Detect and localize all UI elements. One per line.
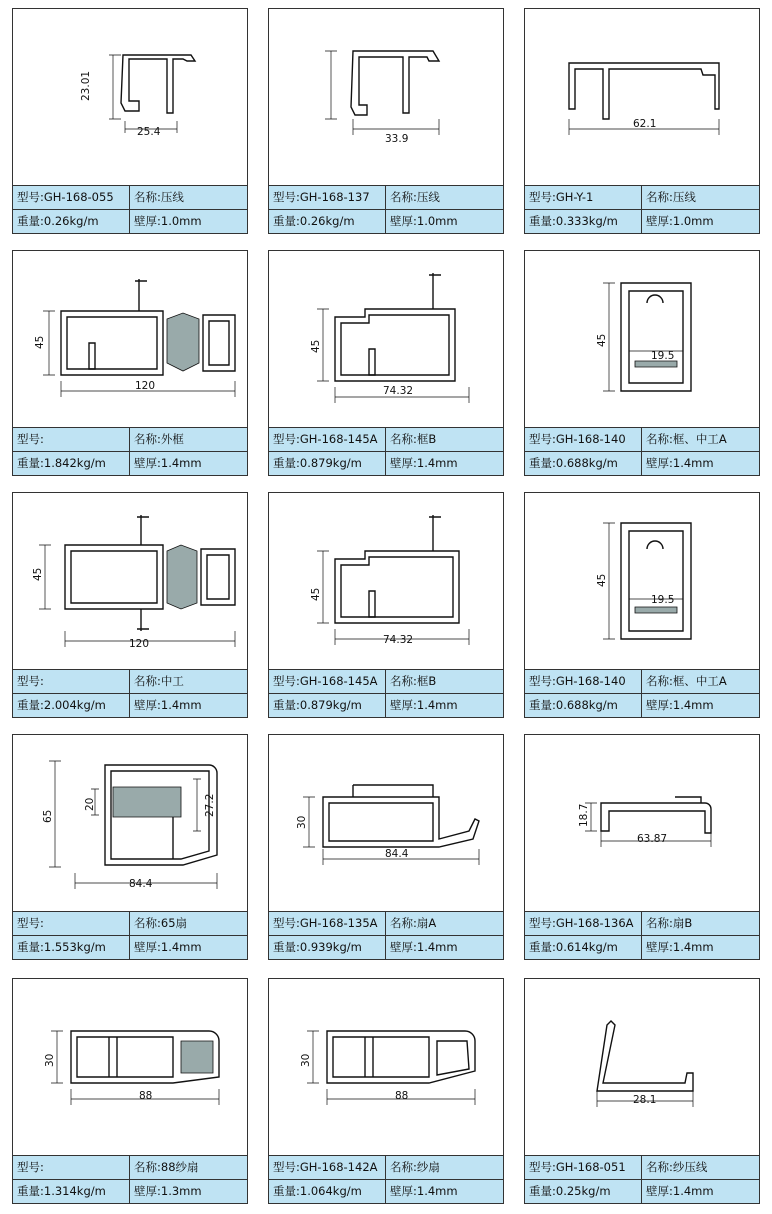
wall-cell: 壁厚:1.0mm xyxy=(390,214,458,228)
dim-height: 45 xyxy=(32,567,44,581)
profile-drawing xyxy=(525,493,759,667)
model-row xyxy=(269,669,503,693)
dim-height: 45 xyxy=(34,335,46,349)
model-row xyxy=(525,669,759,693)
weight-cell: 重量:0.688kg/m xyxy=(525,452,642,475)
model-row xyxy=(13,185,247,209)
weight-cell: 重量:0.25kg/m xyxy=(525,1180,642,1203)
model-row xyxy=(525,427,759,451)
profile-drawing xyxy=(269,979,503,1153)
spec-row xyxy=(525,451,759,475)
wall-cell: 壁厚:1.0mm xyxy=(646,214,714,228)
wall-cell: 壁厚:1.4mm xyxy=(390,1184,458,1198)
dim-width: 88 xyxy=(395,1090,409,1102)
model-cell: 型号:GH-168-145A xyxy=(269,428,386,451)
profile-card xyxy=(12,8,248,234)
weight-cell: 重量:0.26kg/m xyxy=(13,210,130,233)
dim-height: 45 xyxy=(310,339,322,353)
dim-height: 23.01 xyxy=(80,70,92,101)
model-row xyxy=(13,427,247,451)
name-cell: 名称:框B xyxy=(390,432,437,446)
wall-cell: 壁厚:1.4mm xyxy=(134,940,202,954)
name-cell: 名称:框B xyxy=(390,674,437,688)
weight-cell: 重量:0.879kg/m xyxy=(269,452,386,475)
model-cell: 型号: xyxy=(13,670,130,693)
wall-cell: 壁厚:1.4mm xyxy=(390,940,458,954)
wall-cell: 壁厚:1.4mm xyxy=(646,1184,714,1198)
dim-height: 45 xyxy=(310,587,322,601)
profile-drawing xyxy=(13,735,247,909)
name-cell: 名称:扇B xyxy=(646,916,693,930)
spec-row xyxy=(269,693,503,717)
name-cell: 名称:纱扇 xyxy=(390,1160,440,1174)
model-cell: 型号:GH-168-135A xyxy=(269,912,386,935)
weight-cell: 重量:0.26kg/m xyxy=(269,210,386,233)
dim-height: 30 xyxy=(296,815,308,829)
model-row xyxy=(525,1155,759,1179)
profile-card xyxy=(524,250,760,476)
weight-cell: 重量:0.939kg/m xyxy=(269,936,386,959)
profile-drawing xyxy=(525,251,759,425)
weight-cell: 重量:2.004kg/m xyxy=(13,694,130,717)
profile-drawing xyxy=(269,493,503,667)
dim-inner: 20 xyxy=(84,797,96,811)
spec-row xyxy=(13,209,247,233)
spec-row xyxy=(525,935,759,959)
wall-cell: 壁厚:1.3mm xyxy=(134,1184,202,1198)
model-cell: 型号:GH-168-142A xyxy=(269,1156,386,1179)
name-cell: 名称:88纱扇 xyxy=(134,1160,199,1174)
profile-drawing xyxy=(13,251,247,425)
name-cell: 名称:压线 xyxy=(134,190,184,204)
dim-width: 33.9 xyxy=(385,133,409,145)
dim-width: 19.5 xyxy=(651,350,675,362)
wall-cell: 壁厚:1.4mm xyxy=(646,698,714,712)
dim-width: 62.1 xyxy=(633,118,657,130)
profile-drawing xyxy=(269,9,503,183)
dim-height: 45 xyxy=(596,333,608,347)
profile-drawing xyxy=(269,735,503,909)
model-cell: 型号:GH-168-140 xyxy=(525,670,642,693)
name-cell: 名称:65扇 xyxy=(134,916,188,930)
wall-cell: 壁厚:1.4mm xyxy=(390,456,458,470)
profile-card xyxy=(268,734,504,960)
dim-width: 19.5 xyxy=(651,594,675,606)
model-row xyxy=(13,669,247,693)
profile-drawing xyxy=(269,251,503,425)
profile-drawing xyxy=(13,979,247,1153)
dim-width: 120 xyxy=(129,638,150,650)
model-row xyxy=(525,911,759,935)
profile-drawing xyxy=(525,9,759,183)
dim-width: 28.1 xyxy=(633,1094,657,1106)
spec-row xyxy=(269,451,503,475)
dim-height: 30 xyxy=(44,1053,56,1067)
model-cell: 型号: xyxy=(13,428,130,451)
profile-card xyxy=(12,978,248,1204)
spec-row xyxy=(269,1179,503,1203)
profile-card xyxy=(524,492,760,718)
name-cell: 名称:外框 xyxy=(134,432,184,446)
model-row xyxy=(269,911,503,935)
model-cell: 型号:GH-168-055 xyxy=(13,186,130,209)
weight-cell: 重量:1.314kg/m xyxy=(13,1180,130,1203)
wall-cell: 壁厚:1.4mm xyxy=(646,456,714,470)
weight-cell: 重量:1.553kg/m xyxy=(13,936,130,959)
wall-cell: 壁厚:1.4mm xyxy=(646,940,714,954)
model-cell: 型号:GH-168-051 xyxy=(525,1156,642,1179)
model-row xyxy=(13,911,247,935)
spec-row xyxy=(269,935,503,959)
weight-cell: 重量:0.879kg/m xyxy=(269,694,386,717)
spec-row xyxy=(13,935,247,959)
profile-card xyxy=(268,978,504,1204)
dim-height: 30 xyxy=(300,1053,312,1067)
weight-cell: 重量:0.333kg/m xyxy=(525,210,642,233)
name-cell: 名称:框、中工A xyxy=(646,674,727,688)
spec-row xyxy=(13,1179,247,1203)
dim-width: 88 xyxy=(139,1090,153,1102)
profile-card xyxy=(524,734,760,960)
spec-row xyxy=(525,209,759,233)
dim-width: 120 xyxy=(135,380,156,392)
dim-height: 45 xyxy=(596,573,608,587)
profile-card xyxy=(268,250,504,476)
model-cell: 型号:GH-168-136A xyxy=(525,912,642,935)
weight-cell: 重量:0.614kg/m xyxy=(525,936,642,959)
weight-cell: 重量:1.842kg/m xyxy=(13,452,130,475)
dim-side: 27.2 xyxy=(204,793,216,817)
profile-card xyxy=(268,8,504,234)
spec-row xyxy=(525,1179,759,1203)
model-row xyxy=(525,185,759,209)
dim-width: 25.4 xyxy=(137,126,161,138)
model-cell: 型号:GH-168-140 xyxy=(525,428,642,451)
profile-drawing xyxy=(13,9,247,183)
name-cell: 名称:框、中工A xyxy=(646,432,727,446)
profile-card xyxy=(12,492,248,718)
spec-row xyxy=(525,693,759,717)
weight-cell: 重量:1.064kg/m xyxy=(269,1180,386,1203)
profile-card xyxy=(12,734,248,960)
dim-width: 63.87 xyxy=(637,833,668,845)
weight-cell: 重量:0.688kg/m xyxy=(525,694,642,717)
profile-card xyxy=(524,978,760,1204)
wall-cell: 壁厚:1.4mm xyxy=(134,456,202,470)
wall-cell: 壁厚:1.0mm xyxy=(134,214,202,228)
profile-card xyxy=(524,8,760,234)
spec-row xyxy=(13,693,247,717)
model-cell: 型号:GH-Y-1 xyxy=(525,186,642,209)
wall-cell: 壁厚:1.4mm xyxy=(390,698,458,712)
dim-width: 84.4 xyxy=(129,878,153,890)
name-cell: 名称:中工 xyxy=(134,674,184,688)
profile-drawing xyxy=(525,979,759,1153)
spec-row xyxy=(13,451,247,475)
model-row xyxy=(269,185,503,209)
model-row xyxy=(269,427,503,451)
wall-cell: 壁厚:1.4mm xyxy=(134,698,202,712)
spec-row xyxy=(269,209,503,233)
profile-drawing xyxy=(525,735,759,909)
model-cell: 型号: xyxy=(13,1156,130,1179)
name-cell: 名称:压线 xyxy=(390,190,440,204)
model-cell: 型号:GH-168-137 xyxy=(269,186,386,209)
model-row xyxy=(269,1155,503,1179)
profile-card xyxy=(12,250,248,476)
dim-height: 18.7 xyxy=(578,803,590,827)
dim-width: 74.32 xyxy=(383,385,414,397)
dim-width: 74.32 xyxy=(383,634,414,646)
profile-card xyxy=(268,492,504,718)
name-cell: 名称:扇A xyxy=(390,916,437,930)
model-cell: 型号:GH-168-145A xyxy=(269,670,386,693)
profile-drawing xyxy=(13,493,247,667)
dim-width: 84.4 xyxy=(385,848,409,860)
name-cell: 名称:压线 xyxy=(646,190,696,204)
dim-height: 65 xyxy=(42,809,54,823)
model-row xyxy=(13,1155,247,1179)
name-cell: 名称:纱压线 xyxy=(646,1160,708,1174)
model-cell: 型号: xyxy=(13,912,130,935)
